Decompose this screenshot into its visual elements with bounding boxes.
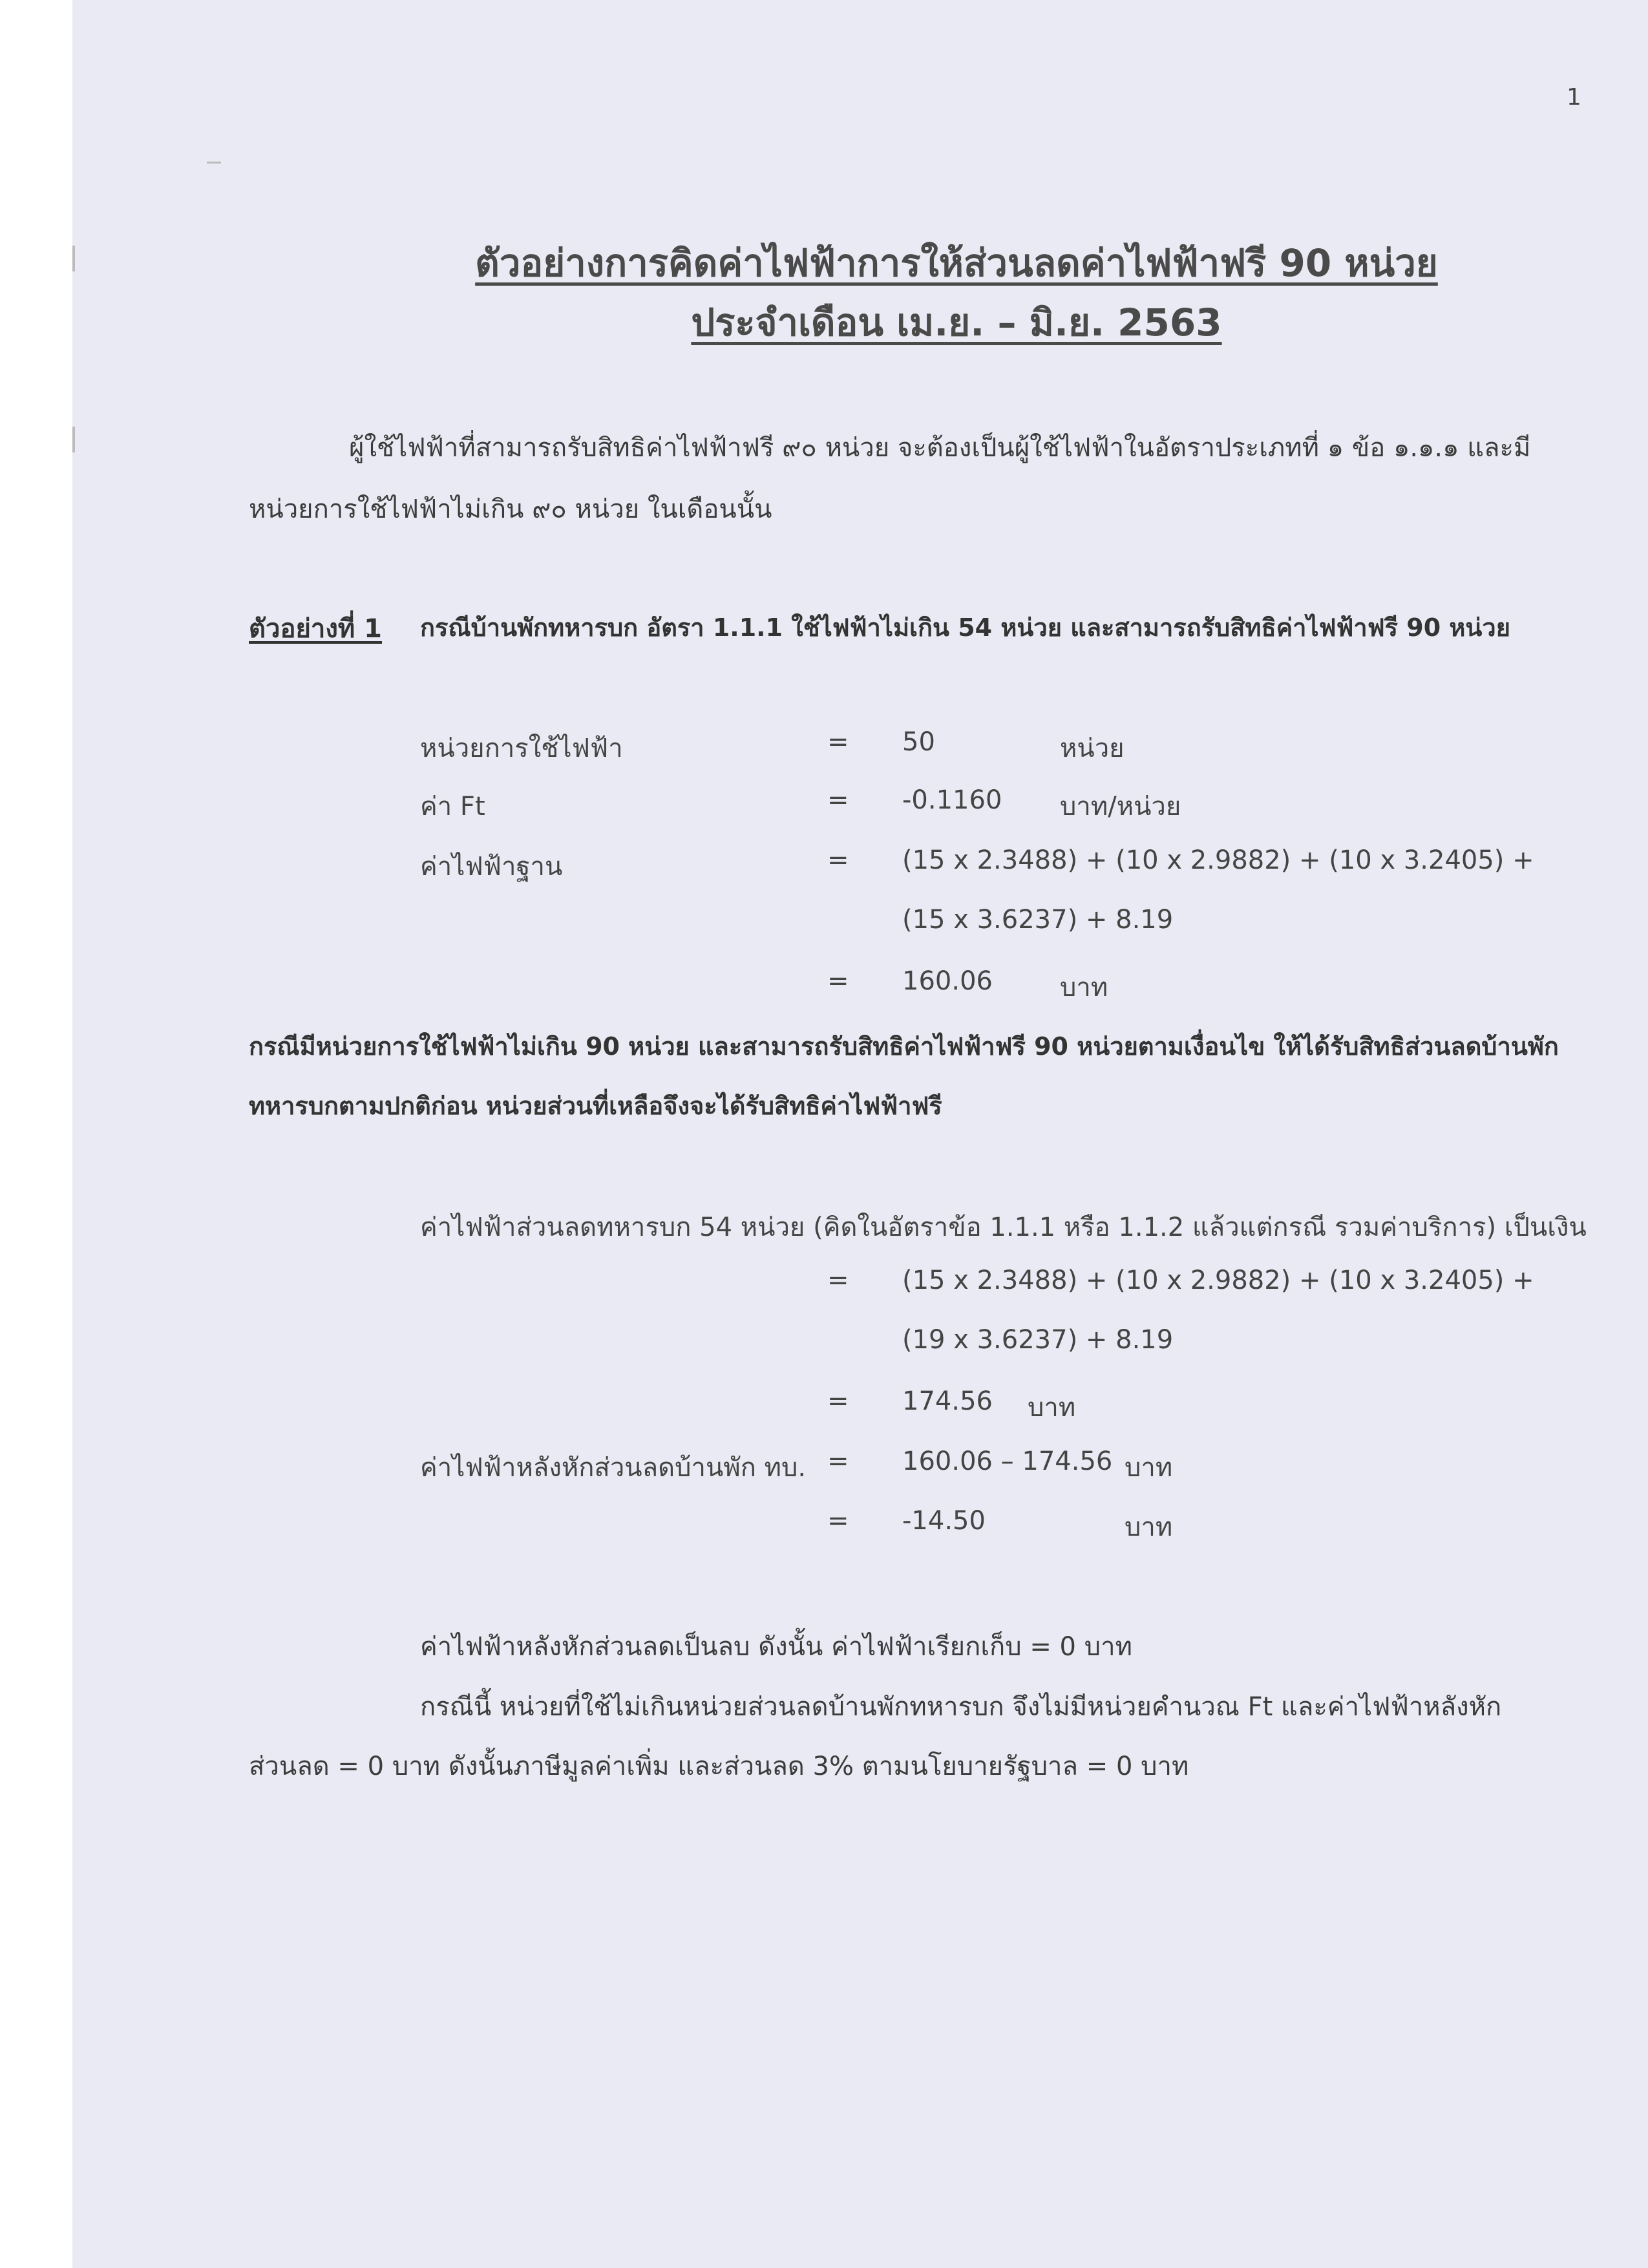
intro-line-1: ผู้ใช้ไฟฟ้าที่สามารถรับสิทธิค่าไฟฟ้าฟรี ๙๐ หน่วย จะต้องเป็นผู้ใช้ไฟฟ้าในอัตราประเภทที่ ๑ ข้อ ๑.๑.๑ และมี	[349, 433, 1531, 463]
conclusion-line-2: กรณีนี้ หน่วยที่ใช้ไม่เกินหน่วยส่วนลดบ้านพักทหารบก จึงไม่มีหน่วยคำนวณ Ft และค่าไฟฟ้าหลังหัก	[420, 1692, 1502, 1722]
equals-sign: =	[827, 727, 849, 757]
scan-mark	[207, 162, 221, 164]
after-discount-unit: บาท	[1125, 1512, 1173, 1542]
base-formula-line-2: (15 x 3.6237) + 8.19	[902, 905, 1174, 935]
equals-sign: =	[827, 1447, 849, 1476]
base-total-unit: บาท	[1060, 973, 1108, 1002]
units-label: หน่วยการใช้ไฟฟ้า	[420, 734, 623, 763]
conclusion-line-3: ส่วนลด = 0 บาท ดังนั้นภาษีมูลค่าเพิ่ม และส่วนลด 3% ตามนโยบายรัฐบาล = 0 บาท	[249, 1752, 1189, 1781]
after-discount-label: ค่าไฟฟ้าหลังหักส่วนลดบ้านพัก ทบ.	[420, 1453, 807, 1483]
page-title: ตัวอย่างการคิดค่าไฟฟ้าการให้ส่วนลดค่าไฟฟ้าฟรี 90 หน่วย	[475, 241, 1438, 285]
units-unit: หน่วย	[1060, 734, 1125, 763]
discount-value: 174.56	[902, 1386, 993, 1416]
page-subtitle: ประจำเดือน เม.ย. – มิ.ย. 2563	[691, 301, 1222, 344]
example-heading: กรณีบ้านพักทหารบก อัตรา 1.1.1 ใช้ไฟฟ้าไม่เกิน 54 หน่วย และสามารถรับสิทธิค่าไฟฟ้าฟรี 90 หน่วย	[420, 613, 1510, 642]
ft-label: ค่า Ft	[420, 792, 485, 821]
condition-line-1: กรณีมีหน่วยการใช้ไฟฟ้าไม่เกิน 90 หน่วย และสามารถรับสิทธิค่าไฟฟ้าฟรี 90 หน่วยตามเงื่อนไข ให้ได้รับสิทธิส่วนลดบ้านพัก	[249, 1032, 1559, 1061]
army-discount-label: ค่าไฟฟ้าส่วนลดทหารบก 54 หน่วย (คิดในอัตราข้อ 1.1.1 หรือ 1.1.2 แล้วแต่กรณี รวมค่าบริการ) เป็นเงิน	[420, 1213, 1587, 1242]
intro-line-2: หน่วยการใช้ไฟฟ้าไม่เกิน ๙๐ หน่วย ในเดือนนั้น	[249, 494, 772, 524]
after-expression-unit: บาท	[1125, 1453, 1173, 1483]
equals-sign: =	[827, 966, 849, 996]
example-label: ตัวอย่างที่ 1	[249, 614, 383, 644]
ft-unit: บาท/หน่วย	[1060, 792, 1181, 821]
equals-sign: =	[827, 1386, 849, 1416]
equals-sign: =	[827, 845, 849, 875]
equals-sign: =	[827, 1506, 849, 1536]
discount-unit: บาท	[1028, 1393, 1076, 1423]
discount-formula-line-1: (15 x 2.3488) + (10 x 2.9882) + (10 x 3.2405) +	[902, 1266, 1534, 1295]
scan-mark	[72, 427, 75, 452]
page-number: 1	[1567, 84, 1581, 111]
discount-formula-line-2: (19 x 3.6237) + 8.19	[902, 1325, 1174, 1355]
conclusion-line-1: ค่าไฟฟ้าหลังหักส่วนลดเป็นลบ ดังนั้น ค่าไฟฟ้าเรียกเก็บ = 0 บาท	[420, 1632, 1132, 1662]
equals-sign: =	[827, 785, 849, 815]
units-value: 50	[902, 727, 935, 757]
equals-sign: =	[827, 1266, 849, 1295]
after-discount-expression: 160.06 – 174.56	[902, 1447, 1113, 1476]
base-label: ค่าไฟฟ้าฐาน	[420, 852, 563, 882]
base-total-value: 160.06	[902, 966, 993, 996]
after-discount-value: -14.50	[902, 1506, 986, 1536]
base-formula-line-1: (15 x 2.3488) + (10 x 2.9882) + (10 x 3.2405) +	[902, 845, 1534, 875]
ft-value: -0.1160	[902, 785, 1002, 815]
condition-line-2: ทหารบกตามปกติก่อน หน่วยส่วนที่เหลือจึงจะได้รับสิทธิค่าไฟฟ้าฟรี	[249, 1092, 942, 1120]
